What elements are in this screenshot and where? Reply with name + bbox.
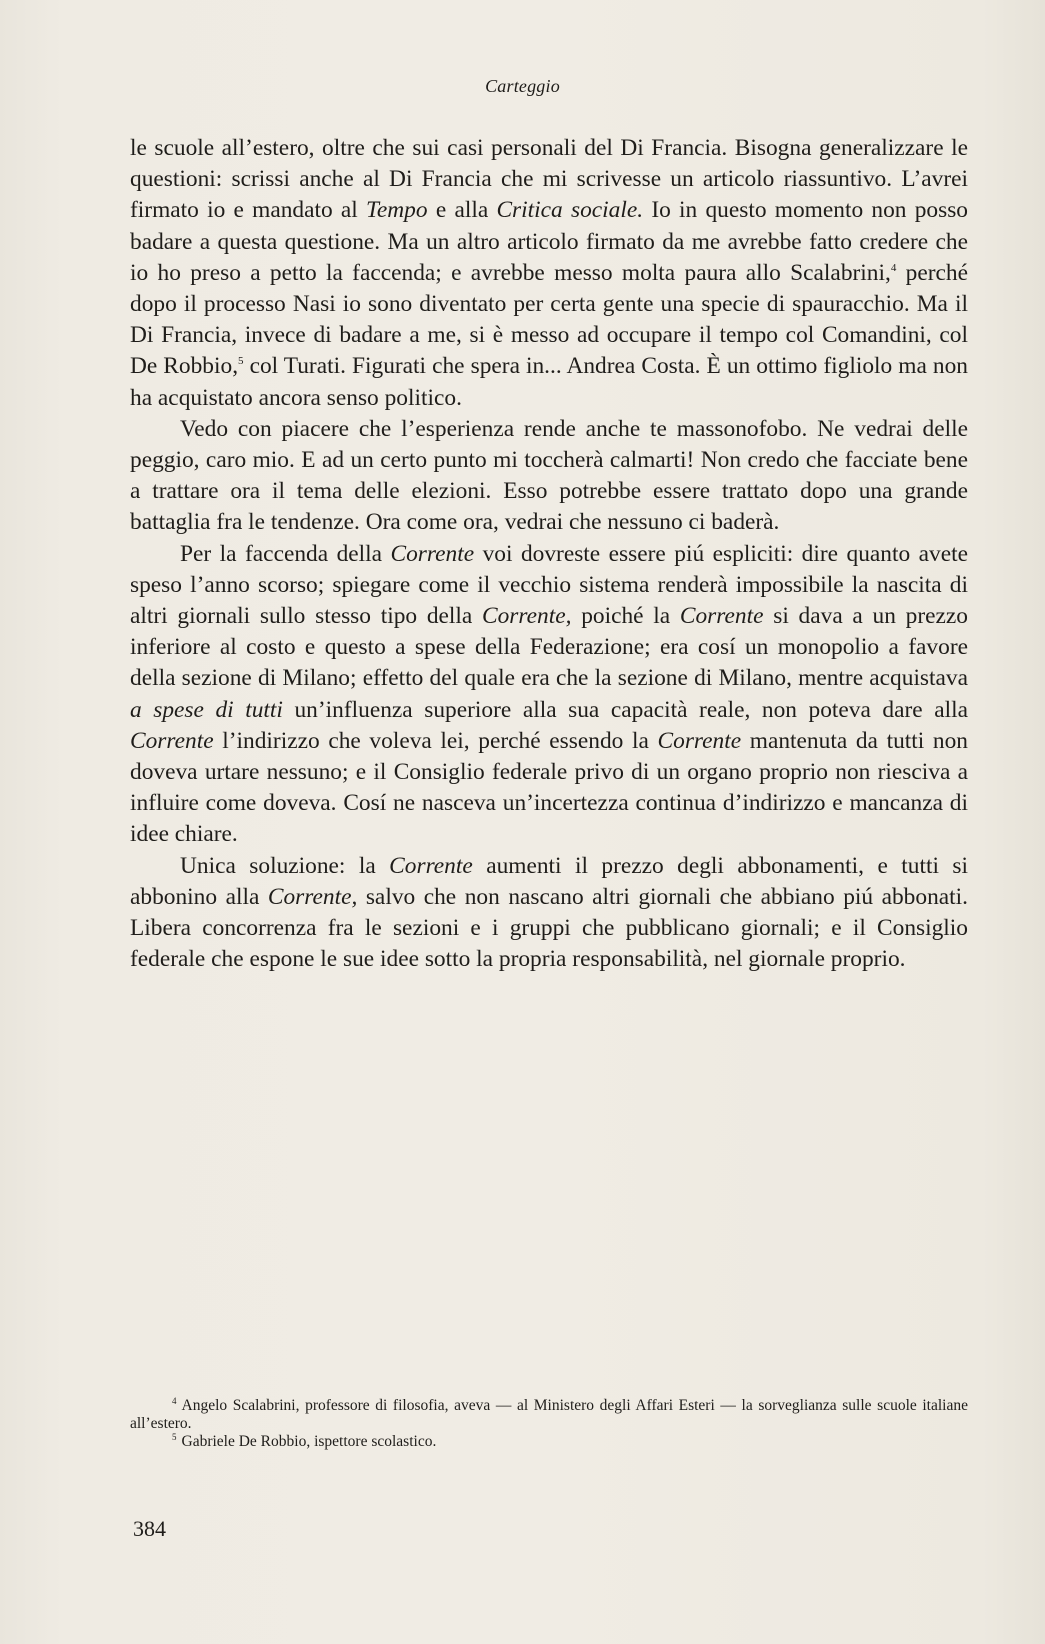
italic-corrente: Corrente	[657, 727, 742, 754]
footnote-5	[130, 1433, 968, 1451]
italic-corrente: Corrente,	[482, 603, 572, 630]
text-run: voi dovreste essere piú espliciti: dire quanto avete speso l’anno scorso; spiegare come il vecchio sistema renderà impossibile la nascita di altri giornali sullo stesso tipo della	[130, 540, 968, 630]
paragraph-1	[130, 133, 968, 414]
footnotes	[130, 1397, 968, 1451]
footnote-text: Angelo Scalabrini, professore di filosofia, aveva — al Ministero degli Affari Esteri — la sorveglianza sulle scuole italiane all’estero.	[130, 1397, 968, 1432]
text-run: salvo che non nascano altri giornali che abbiano piú abbonati. Libera concorrenza fra le sezioni e i gruppi che pubblicano giornali; e il Consiglio federale che espone le sue idee sotto la propria responsabilità, nel giornale proprio.	[130, 883, 968, 973]
text-run: un’influenza superiore alla sua capacità reale, non poteva dare alla	[282, 696, 968, 723]
italic-corrente: Corrente	[390, 540, 475, 567]
footnote-ref-4[interactable]: 4	[890, 261, 897, 274]
text-run: Io in questo momento non posso badare a questa questione. Ma un altro articolo firmato da me avrebbe fatto credere che io ho preso a petto la faccenda; e avrebbe messo molta paura allo Scalabrini,	[130, 197, 968, 286]
italic-a-spese-di-tutti: a spese di tutti	[130, 696, 283, 723]
footnote-marker: 4	[172, 1396, 177, 1406]
text-run: col Turati. Figurati che spera in... Andrea Costa. È un ottimo figliolo ma non ha acquistato ancora senso politico.	[130, 353, 968, 411]
text-run: poiché la	[571, 603, 680, 630]
italic-corrente: Corrente	[130, 727, 214, 754]
footnote-ref-5[interactable]: 5	[238, 355, 244, 368]
text-run: Per la faccenda della	[180, 540, 391, 567]
italic-corrente: Corrente	[389, 852, 473, 879]
footnote-4	[130, 1397, 968, 1433]
footnote-text: Gabriele De Robbio, ispettore scolastico.	[181, 1433, 437, 1450]
italic-title-tempo: Tempo	[366, 197, 428, 224]
text-run: l’indirizzo che voleva lei, perché essendo la	[213, 727, 658, 754]
text-run: si dava a un prezzo inferiore al costo e questo a spese della Federazione; era cosí un monopolio a favore della sezione di Milano; effetto del quale era che la sezione di Milano, mentre acquistava	[130, 603, 968, 692]
paragraph-4	[130, 851, 968, 976]
footnote-marker: 5	[172, 1432, 177, 1442]
text-run: Unica soluzione: la	[180, 852, 390, 879]
text-run: le scuole all’estero, oltre che sui casi personali del Di Francia. Bisogna generalizzare le questioni: scrissi anche al Di Francia che mi scrivesse un articolo riassuntivo. L’avrei firmato io e mandato al	[130, 135, 968, 224]
page-number: 384	[133, 1516, 166, 1541]
italic-title-critica-sociale: Critica sociale.	[496, 197, 644, 224]
paragraph-2: Vedo con piacere che l’esperienza rende anche te massonofobo. Ne vedrai delle peggio, caro mio. E ad un certo punto mi toccherà calmarti! Non credo che facciate bene a trattare ora il tema delle elezioni. Esso potrebbe essere trattato dopo una grande battaglia fra le tendenze. Ora come ora, vedrai che nessuno ci baderà.	[130, 415, 968, 536]
text-run: aumenti il prezzo degli abbonamenti, e tutti si abbonino alla	[130, 852, 968, 910]
italic-corrente: Corrente	[679, 603, 764, 630]
body-text	[130, 133, 968, 975]
text-run: mantenuta da tutti non doveva urtare nessuno; e il Consiglio federale privo di un organo proprio non riesciva a influire come doveva. Cosí ne nasceva un’incertezza continua d’indirizzo e mancanza di idee chiare.	[130, 727, 969, 848]
italic-corrente: Corrente,	[267, 883, 358, 910]
text-run: e alla	[427, 197, 497, 224]
text-run: perché dopo il processo Nasi io sono diventato per certa gente una specie di spauracchio. Ma il Di Francia, invece di badare a me, si è messo ad occupare il tempo col Comandini, col De Robbio,	[130, 259, 968, 380]
running-title: Carteggio	[485, 76, 560, 96]
paragraph-3	[130, 539, 968, 851]
